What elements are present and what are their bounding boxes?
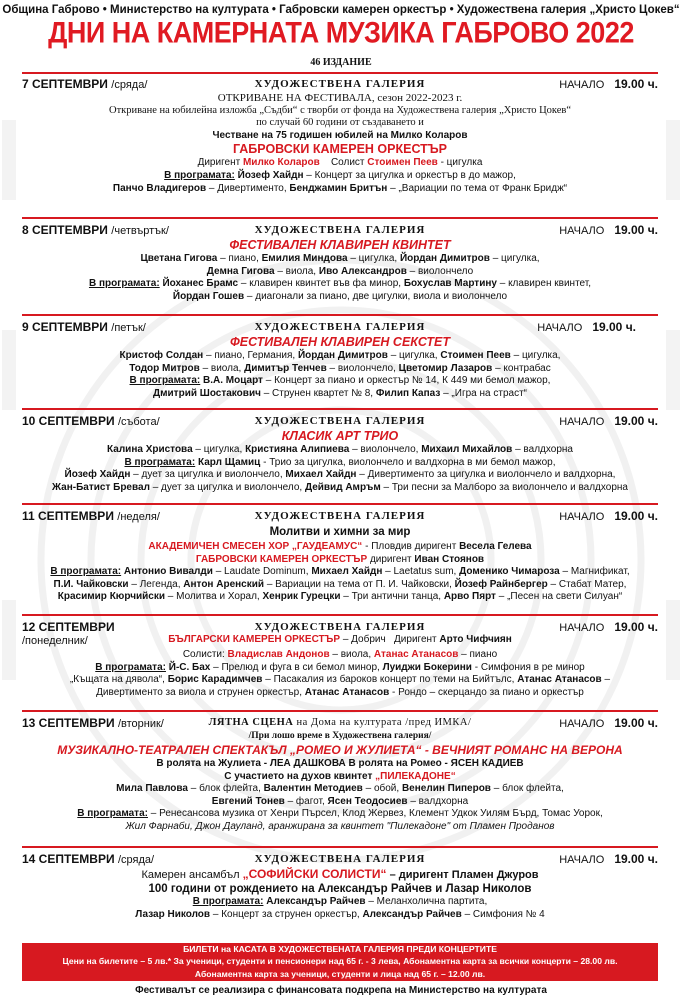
- concert-title: ФЕСТИВАЛЕН КЛАВИРЕН СЕКСТЕТ: [230, 335, 450, 349]
- tickets-heading: БИЛЕТИ на КАСАТА В ХУДОЖЕСТВЕНАТА ГАЛЕРИЯ ПРЕДИ КОНЦЕРТИТЕ: [183, 944, 497, 954]
- start-time: НАЧАЛО 19.00 ч.: [559, 414, 658, 428]
- concert-title: Молитви и химни за мир: [269, 526, 411, 538]
- program-line: В програмата: Карл Щамиц - Трио за цигулка, виолончело и валдхорна в ми бемол мажор,: [124, 456, 556, 468]
- exhibition-line: Откриване на юбилейна изложба „Съдби“ с творби от фонда на Художествена галерия „Христо Цокев“: [109, 104, 571, 116]
- members-line-2: Демна Гигова – виола, Иво Александров – виолончело: [206, 265, 474, 277]
- venue: ХУДОЖЕСТВЕНА ГАЛЕРИЯ: [254, 321, 426, 333]
- start-time: НАЧАЛО 19.00 ч.: [559, 77, 658, 91]
- event-date: 9 СЕПТЕМВРИ /петък/: [22, 320, 146, 334]
- day-block-7-sept: [22, 77, 658, 195]
- ensemble-name: ГАБРОВСКИ КАМЕРЕН ОРКЕСТЪР: [232, 142, 448, 157]
- start-time: НАЧАЛО 19.00 ч.: [559, 716, 658, 730]
- program-line: В програмата: Йоханес Брамс – клавирен квинтет във фа минор, Бохуслав Мартину – клавирен квинтет,: [88, 278, 592, 290]
- orchestra-line: БЪЛГАРСКИ КАМЕРЕН ОРКЕСТЪР – Добрич Диригент Арто Чифчиян: [168, 634, 512, 645]
- event-date: 7 СЕПТЕМВРИ /сряда/: [22, 77, 148, 91]
- divider: [22, 846, 658, 848]
- start-time: НАЧАЛО 19.00 ч.: [559, 223, 658, 237]
- program-line-2: Дмитрий Шостакович – Струнен квартет № 8, Филип Капаз – „Игра на страст“: [153, 387, 527, 399]
- program-line: В програмата: Александър Райчев – Меланхолична партита,: [192, 896, 488, 907]
- funding-note: Фестивалът се реализира с финансовата подкрепа на Министерство на културата: [135, 985, 547, 996]
- event-date: 8 СЕПТЕМВРИ /четвъртък/: [22, 223, 169, 237]
- start-time: НАЧАЛО 19.00 ч.: [559, 852, 658, 866]
- start-time: НАЧАЛО 19.00 ч.: [559, 620, 658, 634]
- day-block-10-sept: [22, 414, 658, 494]
- ensemble-line: Камерен ансамбъл „СОФИЙСКИ СОЛИСТИ“ – диригент Пламен Джуров: [141, 867, 539, 881]
- day-block-14-sept: [22, 852, 658, 921]
- venue: ХУДОЖЕСТВЕНА ГАЛЕРИЯ: [254, 510, 426, 522]
- program-line: В програмата: Йозеф Хайдн – Концерт за цигулка и оркестър в до мажор,: [164, 169, 516, 181]
- divider: [22, 314, 658, 316]
- concert-title: ФЕСТИВАЛЕН КЛАВИРЕН КВИНТЕТ: [229, 238, 451, 252]
- venue: ЛЯТНА СЦЕНА на Дома на културата /пред ИМКА/: [208, 717, 472, 728]
- divider: [22, 217, 658, 219]
- program-line: В програмата: Й-С. Бах – Прелюд и фуга в си бемол минор, Луиджи Бокерини - Симфония в ре минор: [95, 661, 585, 673]
- concert-title: КЛАСИК АРТ ТРИО: [281, 429, 399, 443]
- organizers-line: Община Габрово • Министерство на културата • Габровски камерен оркестър • Художествена галерия „Христо Цокев“: [2, 4, 680, 16]
- weekday: /понеделник/: [22, 635, 88, 647]
- rain-note: /При лошо време в Художествена галерия/: [248, 731, 432, 741]
- venue: ХУДОЖЕСТВЕНА ГАЛЕРИЯ: [254, 415, 426, 427]
- edition-label: 46 ИЗДАНИЕ: [310, 57, 372, 68]
- venue: ХУДОЖЕСТВЕНА ГАЛЕРИЯ: [254, 853, 426, 865]
- divider: [22, 503, 658, 505]
- start-time: НАЧАЛО 19.00 ч.: [559, 509, 658, 523]
- soloists-line: Солисти: Владислав Андонов – виола, Атанас Атанасов – пиано: [182, 649, 498, 660]
- divider: [22, 614, 658, 616]
- program-line-3: Дивертименто за виола и струнен оркестър, Атанас Атанасов - Рондо – скерцандо за пиано и оркестър: [96, 686, 584, 698]
- event-date: 14 СЕПТЕМВРИ /сряда/: [22, 852, 155, 866]
- members-line: Калина Христова – цигулка, Кристияна Алипиева – виолончело, Михаил Михайлов – валдхорна: [107, 444, 573, 455]
- venue: ХУДОЖЕСТВЕНА ГАЛЕРИЯ: [254, 621, 426, 633]
- members-line-2: Евгений Тонев – фагот, Ясен Теодосиев – валдхорна: [211, 795, 469, 807]
- venue: ХУДОЖЕСТВЕНА ГАЛЕРИЯ: [254, 78, 426, 90]
- jubilee-line: Честване на 75 годишен юбилей на Милко Коларов: [212, 129, 468, 141]
- divider: [22, 710, 658, 712]
- program-line-2: Жил Фарнаби, Джон Дауланд, аранжирана за квинтет "Пилекадоне" от Пламен Проданов: [125, 820, 555, 832]
- members-line: Мила Павлова – блок флейта, Валентин Методиев – обой, Венелин Пиперов – блок флейта,: [116, 783, 564, 795]
- venue: ХУДОЖЕСТВЕНА ГАЛЕРИЯ: [254, 224, 426, 236]
- quintet-line: С участието на духов квинтет „ПИЛЕКАДОНЕ“: [224, 770, 456, 782]
- centenary-line: 100 години от рождението на Александър Райчев и Лазар Николов: [148, 883, 532, 895]
- event-date: 13 СЕПТЕМВРИ /вторник/: [22, 716, 164, 730]
- concert-title: МУЗИКАЛНО-ТЕАТРАЛЕН СПЕКТАКЪЛ „РОМЕО И ЖУЛИЕТА“ - ВЕЧНИЯТ РОМАНС НА ВЕРОНА: [57, 743, 623, 757]
- program-line: В програмата: – Ренесансова музика от Хенри Пърсел, Клод Жервез, Клемент Удкок Уилям Бърд, Томас Уорок,: [77, 808, 603, 820]
- program-line-2: Йордан Гошев – диагонали за пиано, две цигулки, виола и виолончело: [172, 290, 508, 302]
- program-line-3: Красимир Кюрчийски – Молитва и Хорал, Хенрик Гурецки – Три антични танца, Арво Пярт – „Песен на свети Силуан“: [57, 591, 623, 603]
- festival-title: ДНИ НА КАМЕРНАТА МУЗИКА ГАБРОВО 2022: [48, 16, 634, 50]
- start-time: НАЧАЛО 19.00 ч.: [537, 320, 636, 334]
- program-line-3: Жан-Батист Бревал – дует за цигулка и виолончело, Дейвид Амръм – Три песни за Малборо за виолончело и валдхорна: [52, 481, 628, 493]
- event-date: 11 СЕПТЕМВРИ /неделя/: [22, 509, 160, 523]
- members-line: Кристоф Солдан – пиано, Германия, Йордан Димитров – цигулка, Стоимен Пеев – цигулка,: [119, 350, 561, 361]
- exhibition-line-2: по случай 60 години от създаването и: [256, 117, 424, 129]
- day-block-9-sept: [22, 320, 658, 400]
- program-line-2: „Къщата на дявола“, Борис Карадимчев – Пасакалия из бароков концерт по теми на Бийтълс, Атанас Атанасов –: [69, 674, 611, 686]
- ticket-prices: Цени на билетите – 5 лв.* За ученици, студенти и пенсионери над 65 г. - 3 лева, Абонаментна карта за всички концерти – 28.00 лв.: [62, 956, 618, 967]
- members-line: Цветана Гигова – пиано, Емилия Миндова – цигулка, Йордан Димитров – цигулка,: [140, 253, 540, 264]
- members-line-2: Тодор Митров – виола, Димитър Тенчев – виолончело, Цветомир Лазаров – контрабас: [129, 362, 551, 374]
- day-block-11-sept: [22, 509, 658, 604]
- roles-line: В ролята на Жулиета - ЛЕА ДАШКОВА В ролята на Ромео - ЯСЕН КАДИЕВ: [156, 758, 524, 769]
- subscription-prices: Абонаментна карта за ученици, студенти и лица над 65 г. – 12.00 лв.: [194, 968, 486, 979]
- performers-line: Диригент Милко Коларов Солист Стоимен Пеев - цигулка: [197, 157, 483, 169]
- program-line-2: Лазар Николов – Концерт за струнен оркестър, Александър Райчев – Симфония № 4: [135, 908, 545, 920]
- event-date: 12 СЕПТЕМВРИ: [22, 620, 115, 634]
- program-line-2: П.И. Чайковски – Легенда, Антон Аренский – Вариации на тема от П. И. Чайковски, Йозеф Райнбергер – Стабат Матер,: [53, 578, 627, 590]
- day-block-8-sept: [22, 223, 658, 303]
- day-block-12-sept: [22, 620, 658, 699]
- choir-line: АКАДЕМИЧЕН СМЕСЕН ХОР „ГАУДЕАМУС“ - Пловдив диригент Весела Гелева: [148, 541, 532, 552]
- program-line: В програмата: В.А. Моцарт – Концерт за пиано и оркестър № 14, К 449 ми бемол мажор,: [129, 375, 551, 387]
- event-date: 10 СЕПТЕМВРИ /събота/: [22, 414, 160, 428]
- divider: [22, 408, 658, 410]
- orchestra-line: ГАБРОВСКИ КАМЕРЕН ОРКЕСТЪР диригент Иван Стоянов: [195, 553, 485, 565]
- program-line-2: Панчо Владигеров – Дивертименто, Бенджамин Бритън – „Вариации по тема от Франк Бридж“: [112, 182, 568, 194]
- tickets-box: [22, 943, 658, 981]
- program-line-2: Йозеф Хайдн – дует за цигулка и виолончело, Михаел Хайдн – Дивертименто за цигулка и виолончело и валдхорна,: [64, 469, 616, 481]
- program-line: В програмата: Антонио Вивалди – Laudate Dominum, Михаел Хайдн – Laetatus sum, Доменико Чимароза – Магнификат,: [50, 566, 630, 578]
- opening-line: ОТКРИВАНЕ НА ФЕСТИВАЛА, сезон 2022-2023 г.: [217, 92, 463, 104]
- divider: [22, 72, 658, 74]
- day-block-13-sept: [22, 716, 658, 834]
